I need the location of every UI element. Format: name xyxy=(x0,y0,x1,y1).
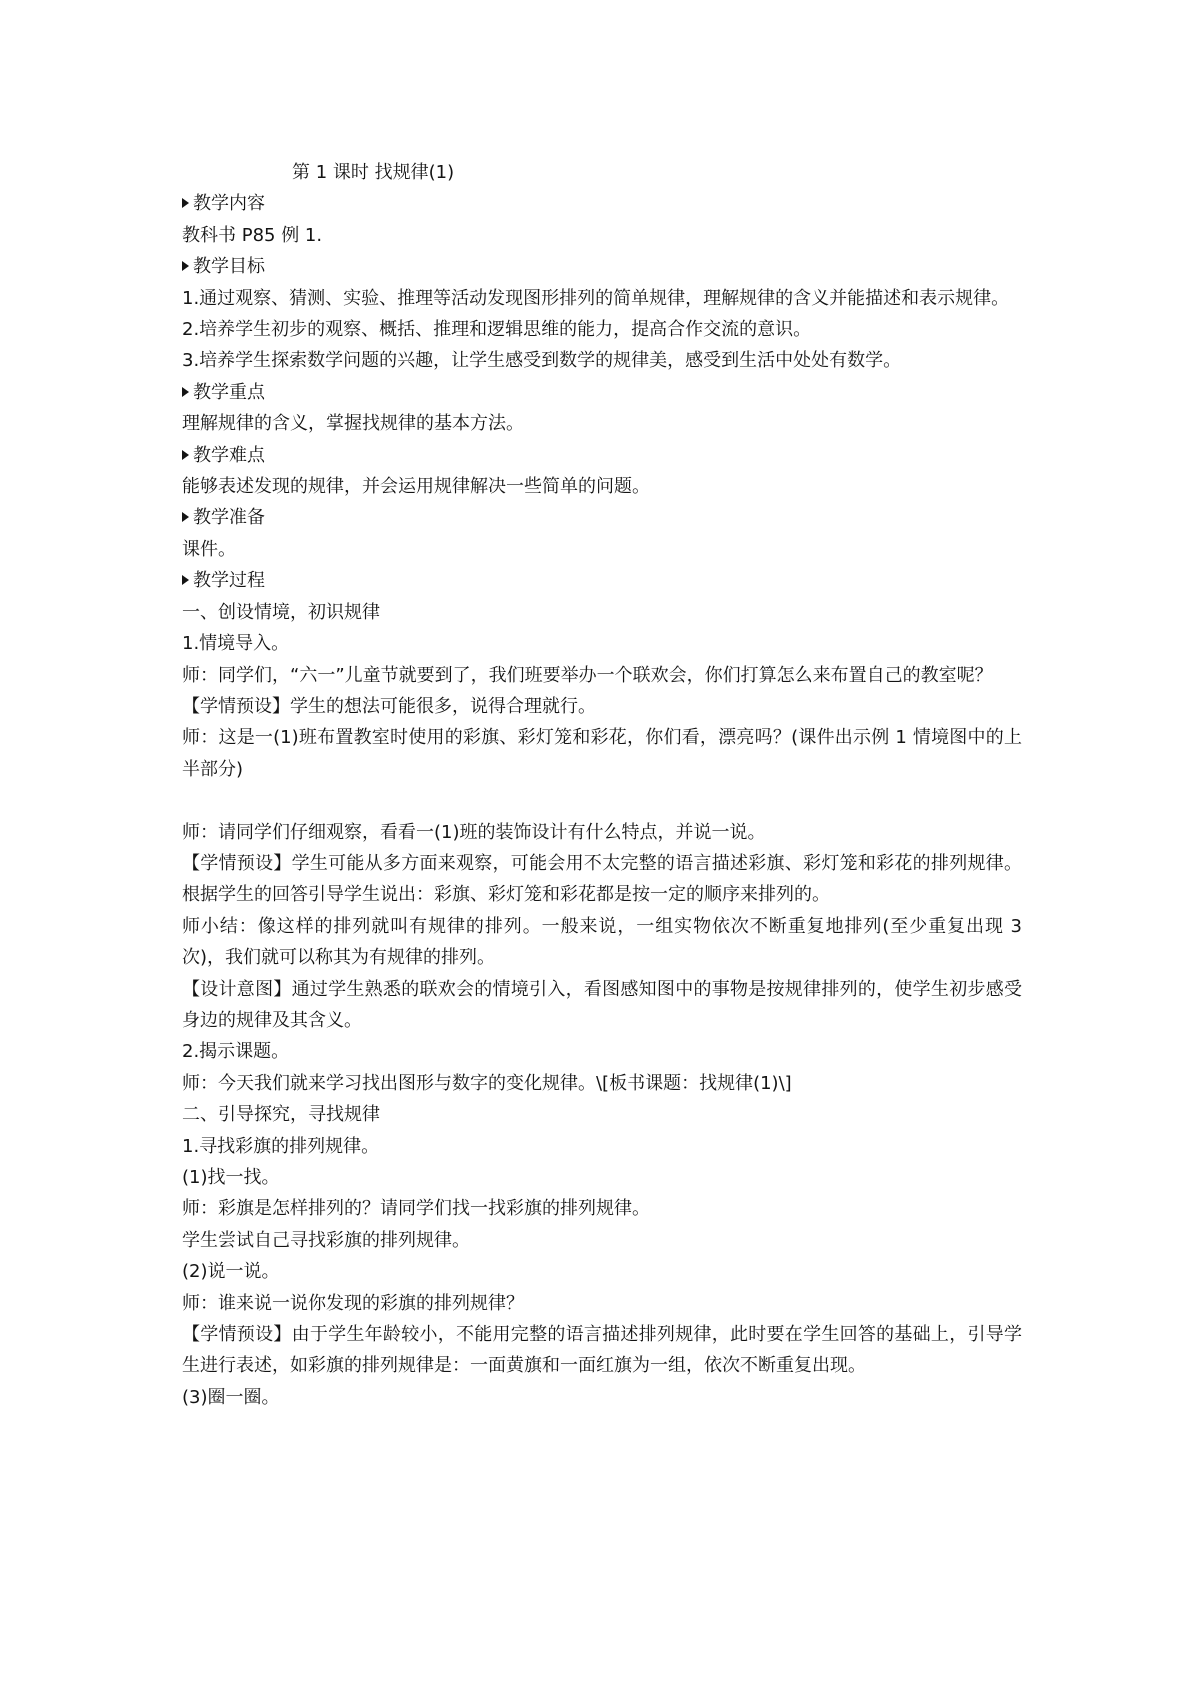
document-page xyxy=(182,157,1022,1413)
process-item: (2)说一说。 xyxy=(182,1261,280,1283)
process-item: 师：今天我们就来学习找出图形与数字的变化规律。\[板书课题：找规律(1)\] xyxy=(182,1072,792,1094)
prep-text: 课件。 xyxy=(182,538,236,560)
process-paragraph: 师小结：像这样的排列就叫有规律的排列。一般来说，一组实物依次不断重复地排列(至少重复出现 3 次)，我们就可以称其为有规律的排列。 xyxy=(182,915,1022,969)
process-paragraph: 【学情预设】由于学生年龄较小，不能用完整的语言描述排列规律，此时要在学生回答的基础上，引导学生进行表述，如彩旗的排列规律是：一面黄旗和一面红旗为一组，依次不断重复出现。 xyxy=(182,1324,1022,1377)
triangle-bullet-icon xyxy=(182,575,189,585)
process-item: 师：彩旗是怎样排列的？请同学们找一找彩旗的排列规律。 xyxy=(182,1198,650,1220)
process-item: 【学情预设】学生的想法可能很多，说得合理就行。 xyxy=(182,695,596,717)
process-item: 1.情境导入。 xyxy=(182,633,290,655)
process-paragraph: 师：同学们，“六一”儿童节就要到了，我们班要举办一个联欢会，你们打算怎么来布置自己的教室呢？ xyxy=(182,664,993,686)
process-item: 学生尝试自己寻找彩旗的排列规律。 xyxy=(182,1229,470,1251)
process-item: 师：请同学们仔细观察，看看一(1)班的装饰设计有什么特点，并说一说。 xyxy=(182,821,766,843)
key-text: 理解规律的含义，掌握找规律的基本方法。 xyxy=(182,413,524,435)
process-item: (3)圈一圈。 xyxy=(182,1386,280,1408)
triangle-bullet-icon xyxy=(182,512,189,522)
process-heading-1: 一、创设情境，初识规律 xyxy=(182,601,380,623)
section-heading-difficulty xyxy=(182,440,1022,471)
process-heading-2: 二、引导探究，寻找规律 xyxy=(182,1104,380,1126)
triangle-bullet-icon xyxy=(182,387,189,397)
triangle-bullet-icon xyxy=(182,450,189,460)
blank-line xyxy=(182,785,1022,816)
goal-2: 2.培养学生初步的观察、概括、推理和逻辑思维的能力，提高合作交流的意识。 xyxy=(182,319,812,341)
triangle-bullet-icon xyxy=(182,198,189,208)
process-item: (1)找一找。 xyxy=(182,1166,280,1188)
section-heading-process xyxy=(182,565,1022,596)
process-paragraph: 师：这是一(1)班布置教室时使用的彩旗、彩灯笼和彩花，你们看，漂亮吗？(课件出示例 1 情境图中的上半部分) xyxy=(182,727,1022,780)
section-heading-text: 教学目标 xyxy=(193,256,265,278)
section-heading-text: 教学难点 xyxy=(193,444,265,466)
section-heading-text: 教学重点 xyxy=(193,381,265,403)
triangle-bullet-icon xyxy=(182,261,189,271)
section-heading-key xyxy=(182,377,1022,408)
goal-1: 1.通过观察、猜测、实验、推理等活动发现图形排列的简单规律，理解规律的含义并能描述和表示规律。 xyxy=(182,287,1010,309)
process-item: 2.揭示课题。 xyxy=(182,1041,290,1063)
section-heading-content xyxy=(182,188,1022,219)
goal-3: 3.培养学生探索数学问题的兴趣，让学生感受到数学的规律美，感受到生活中处处有数学。 xyxy=(182,350,902,372)
process-paragraph: 【设计意图】通过学生熟悉的联欢会的情境引入，看图感知图中的事物是按规律排列的，使学生初步感受身边的规律及其含义。 xyxy=(182,978,1022,1031)
difficulty-text: 能够表述发现的规律，并会运用规律解决一些简单的问题。 xyxy=(182,476,650,498)
section-heading-prep xyxy=(182,502,1022,533)
process-item: 1.寻找彩旗的排列规律。 xyxy=(182,1135,380,1157)
section-heading-text: 教学过程 xyxy=(193,570,265,592)
section-heading-goals xyxy=(182,251,1022,282)
lesson-title: 第 1 课时 找规律(1) xyxy=(292,162,455,183)
section-heading-text: 教学准备 xyxy=(193,507,265,529)
process-item: 师：谁来说一说你发现的彩旗的排列规律？ xyxy=(182,1292,524,1314)
content-text: 教科书 P85 例 1. xyxy=(182,224,323,246)
process-paragraph: 【学情预设】学生可能从多方面来观察，可能会用不太完整的语言描述彩旗、彩灯笼和彩花的排列规律。根据学生的回答引导学生说出：彩旗、彩灯笼和彩花都是按一定的顺序来排列的。 xyxy=(182,852,1022,906)
section-heading-text: 教学内容 xyxy=(193,193,265,215)
